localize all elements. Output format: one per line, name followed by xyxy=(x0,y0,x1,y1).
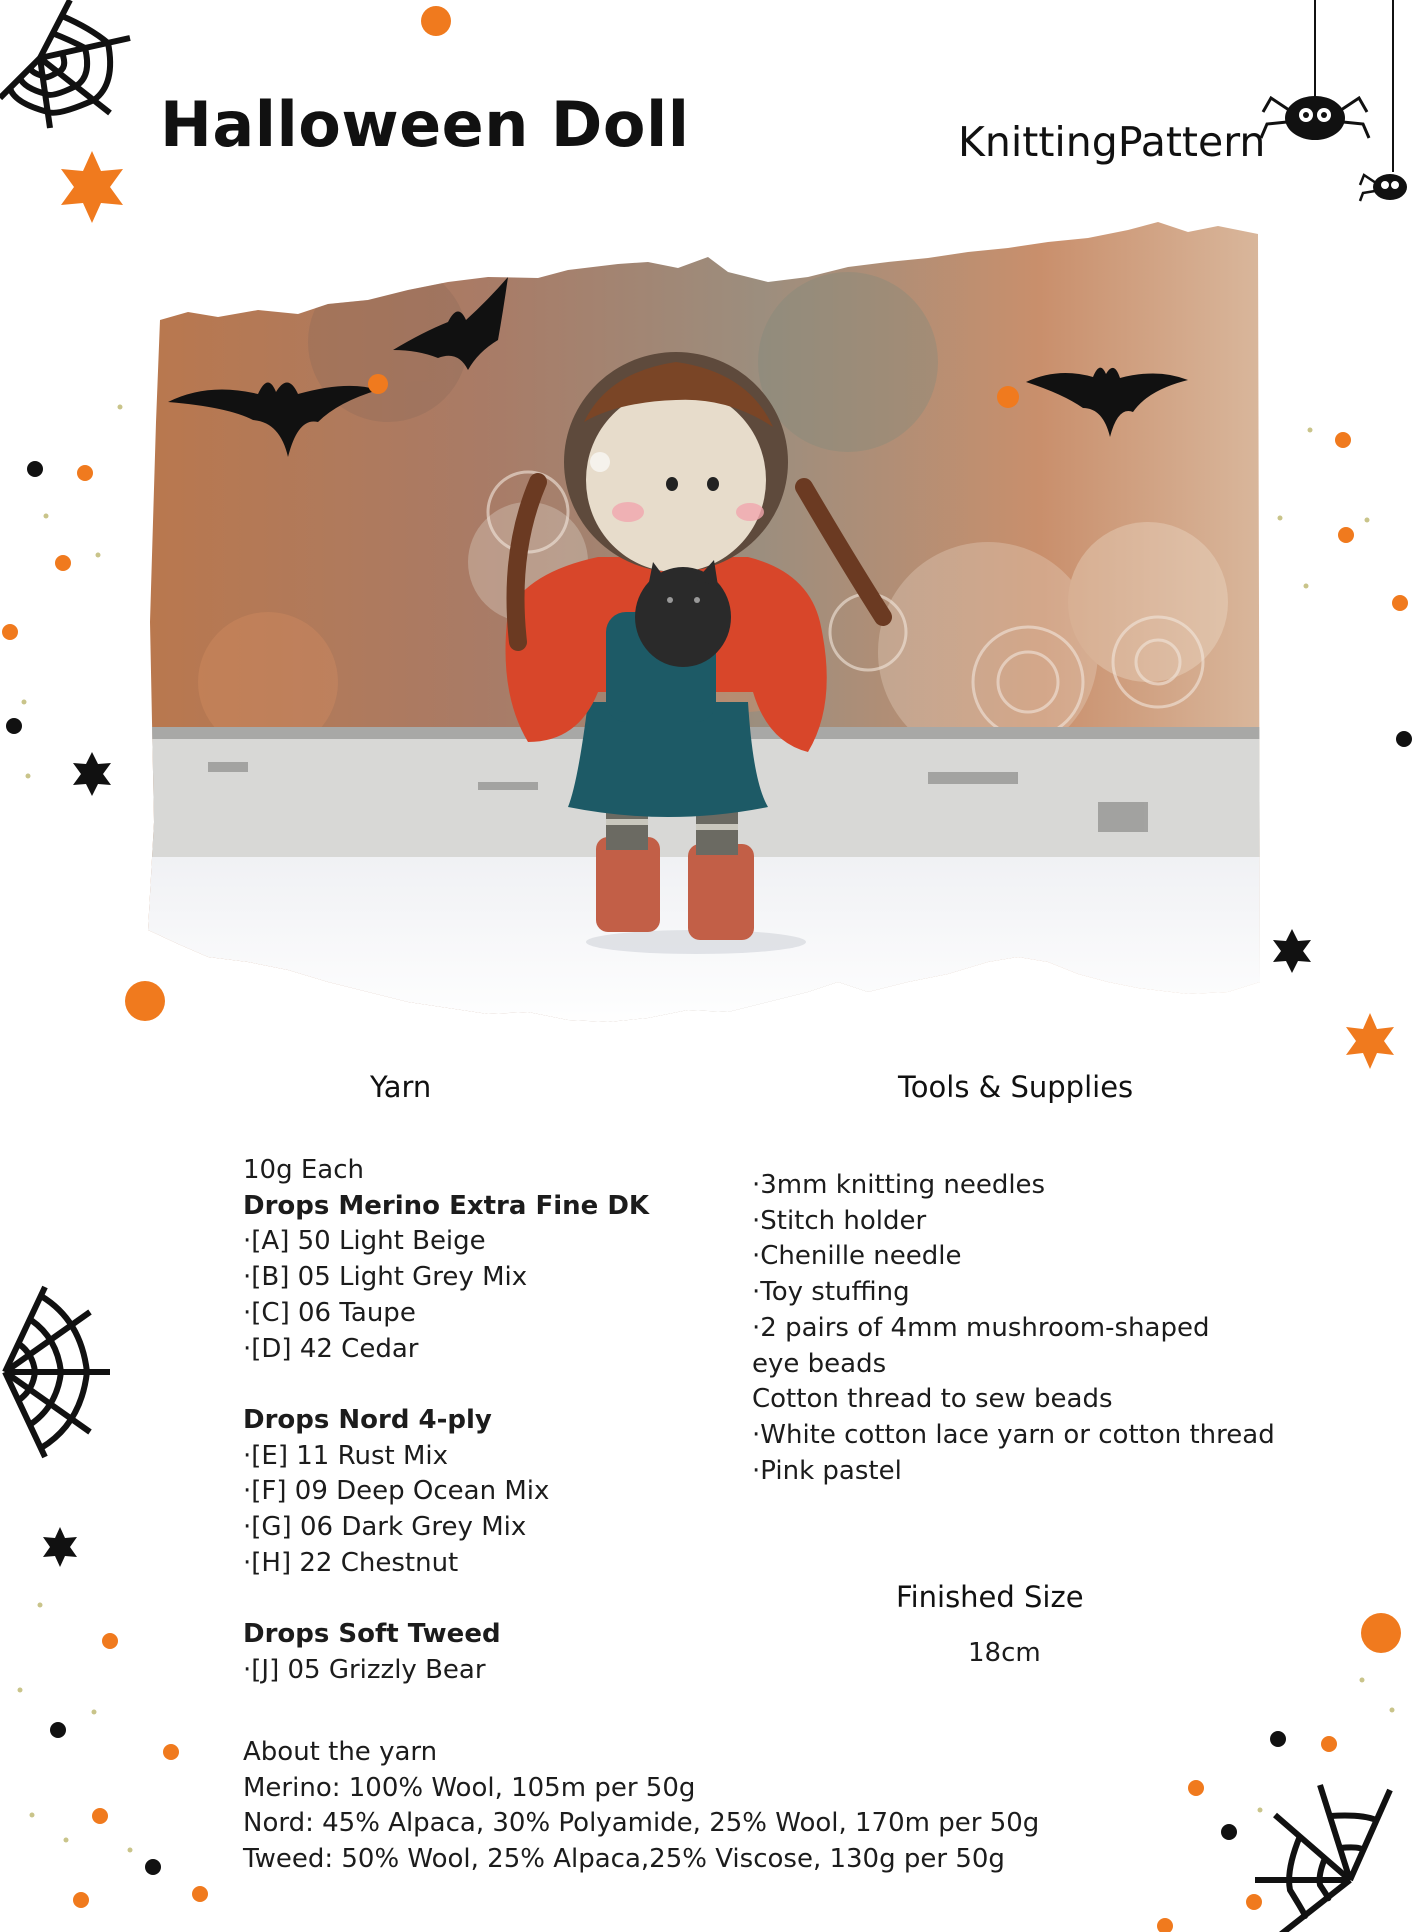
yarn-color-item: ·[A] 50 Light Beige xyxy=(243,1226,486,1257)
yarn-list xyxy=(243,1153,803,1689)
yarn-color-item: ·[E] 11 Rust Mix xyxy=(243,1440,449,1471)
tool-item: ·Chenille needle xyxy=(752,1241,962,1272)
yarn-color-item: ·[C] 06 Taupe xyxy=(243,1297,416,1328)
yarn-color-item: ·[G] 06 Dark Grey Mix xyxy=(243,1512,527,1543)
about-line: Merino: 100% Wool, 105m per 50g xyxy=(243,1772,696,1803)
yarn-brand: Drops Nord 4-ply xyxy=(243,1404,492,1435)
yarn-brand: Drops Soft Tweed xyxy=(243,1619,501,1650)
spider-web-icon xyxy=(5,1287,110,1457)
tools-heading: Tools & Supplies xyxy=(898,1070,1134,1104)
spider-web-icon xyxy=(0,0,130,128)
tool-item: ·Pink pastel xyxy=(752,1455,902,1486)
about-line: Tweed: 50% Wool, 25% Alpaca,25% Viscose, 130g per 50g xyxy=(243,1844,1005,1875)
yarn-heading: Yarn xyxy=(370,1070,432,1104)
tool-item: Cotton thread to sew beads xyxy=(752,1384,1113,1415)
yarn-color-item: ·[J] 05 Grizzly Bear xyxy=(243,1654,486,1685)
tool-item: ·2 pairs of 4mm mushroom-shaped eye beads xyxy=(752,1312,1210,1379)
finished-size-heading: Finished Size xyxy=(896,1580,1084,1614)
tool-item: ·3mm knitting needles xyxy=(752,1170,1046,1200)
yarn-color-item: ·[F] 09 Deep Ocean Mix xyxy=(243,1476,550,1507)
page-title: Halloween Doll xyxy=(160,88,690,161)
tool-item: ·Stitch holder xyxy=(752,1205,927,1236)
yarn-color-item: ·[B] 05 Light Grey Mix xyxy=(243,1262,528,1293)
spider-web-icon xyxy=(1255,1785,1390,1932)
finished-size-value: 18cm xyxy=(968,1638,1041,1668)
spider-icon xyxy=(1360,174,1407,201)
tool-item: ·Toy stuffing xyxy=(752,1277,910,1308)
yarn-amount: 10g Each xyxy=(243,1155,364,1185)
tool-item: ·White cotton lace yarn or cotton thread xyxy=(752,1419,1275,1450)
about-line: Nord: 45% Alpaca, 30% Polyamide, 25% Wool, 170m per 50g xyxy=(243,1808,1040,1839)
brand-label: KnittingPattern xyxy=(958,118,1266,166)
tools-list xyxy=(752,1168,1292,1489)
spider-icon xyxy=(1261,96,1369,140)
yarn-brand: Drops Merino Extra Fine DK xyxy=(243,1190,650,1221)
about-heading: About the yarn xyxy=(243,1737,438,1767)
about-yarn xyxy=(243,1735,1039,1878)
yarn-color-item: ·[H] 22 Chestnut xyxy=(243,1547,459,1578)
doll-photo xyxy=(148,222,1263,1032)
yarn-color-item: ·[D] 42 Cedar xyxy=(243,1333,419,1364)
